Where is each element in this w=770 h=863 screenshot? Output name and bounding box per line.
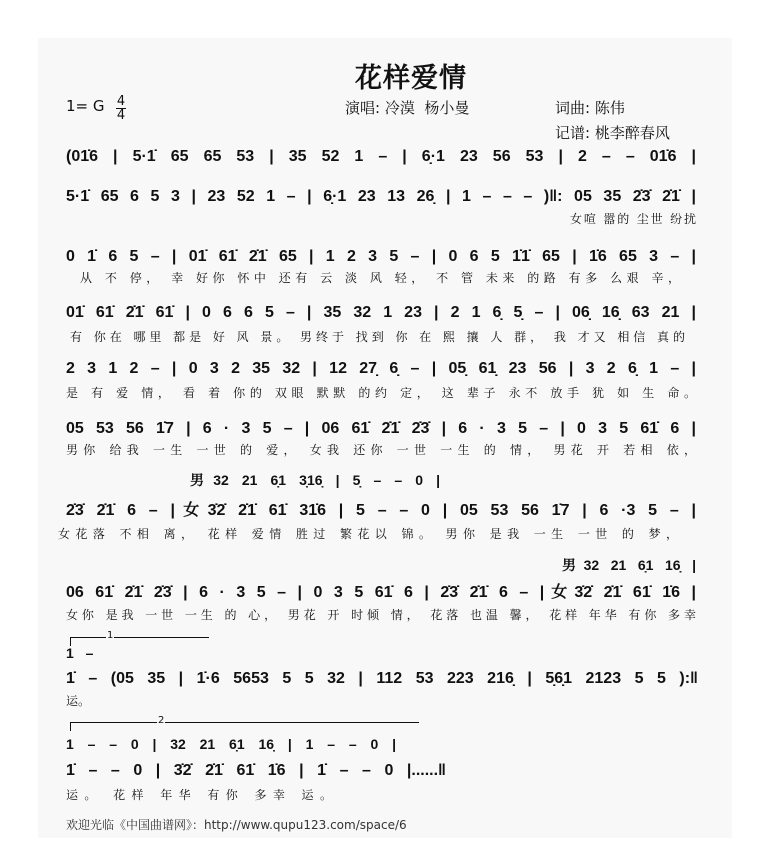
lyrics-row-8: 女你 是我 一世 一生 的 心， 男花 开 时倾 情， 花落 也温 馨， 花样 年华 有你 多幸 <box>66 608 696 622</box>
score-row-8: 06 61̇ 2̇1̇ 2̇3̇ | 6 · 3 5 – | 0 3 5 61̇ 6 | 2̇3̇ 2̇1̇ 6 – |女3̇2̇ 2̇1̇ 61̇ 1̇6 | <box>66 584 696 601</box>
score-row-2: 5·1̇ 65 6 5 3 | 23 52 1 – | 6̣·1 23 13 26̣ | 1 – – – )‖: 05 35 2̇3̇ 2̇1̇ | <box>66 188 696 205</box>
ending-1-upper: 1 – <box>66 645 94 661</box>
lyrics-row-5: 是 有 爱 情， 看 着 你的 双眼 默默 的约 定， 这 辈子 永不 放手 犹 如 生 命。 <box>66 386 696 400</box>
score-row-3: 0 1̇ 6 5 – | 01̇ 61̇ 2̇1̇ 65 | 1 2 3 5 – | 0 6 5 1̇1̇ 65 | 1̇6 65 3 – | <box>66 248 696 265</box>
singers: 演唱: 冷漠 杨小曼 <box>345 99 470 117</box>
time-signature <box>116 95 126 122</box>
lyrics-row-2: 女喧 嚣的 尘世 纷扰 <box>570 212 696 226</box>
ending-2-bracket <box>70 722 419 731</box>
ending-1-lyrics: 运。 <box>66 694 91 708</box>
ending-2-label: 2 <box>158 715 165 726</box>
time-top: 4 <box>116 94 126 109</box>
time-bottom: 4 <box>116 108 126 123</box>
song-title: 花样爱情 <box>355 63 467 94</box>
score-row-1: (01̇6 | 5·1̇ 65 65 53 | 35 52 1 – | 6̣·1 23 56 53 | 2 – – 01̇6 | <box>66 148 696 165</box>
upper-voice-row-7: 男32 21 6̣1 3̣16̣ | 5̣ – – 0 | <box>190 472 440 488</box>
score-row-5: 2 3 1 2 – | 0 3 2 35 32 | 12 27̣ 6̣ – | 05̣ 61̣ 23 56 | 3 2 6̣ 1 – | <box>66 360 696 377</box>
ending-2-upper: 1 – – 0 | 32 21 6̣1 16̣ | 1 – – 0 | <box>66 736 396 752</box>
score-row-4: 01̇ 61̇ 2̇1̇ 61̇ | 0 6 6 5 – | 35 32 1 23 | 2 1 6̣ 5̣ – | 06̣ 16̣ 63 21 | <box>66 304 696 321</box>
ending-1-label: 1 <box>107 630 114 641</box>
lyrics-row-4: 有 你在 哪里 都是 好 风 景。 男终于 找到 你 在 熙 攘 人 群， 我 才又 相信 真的 <box>70 330 685 344</box>
score-row-6: 05 53 56 1̇7 | 6 · 3 5 – | 06 61̇ 2̇1̇ 2̇3̇ | 6 · 3 5 – | 0 3 5 61̇ 6 | <box>66 420 696 437</box>
lyricist-composer: 词曲: 陈伟 <box>555 99 625 117</box>
ending-1-notes: 1̇ – (05 35 | 1̇·6 5653 5 5 32 | 112 53 223 216̣ | 5̣6̣1 2123 5 5 ):‖ <box>66 670 698 687</box>
footer-link[interactable]: 欢迎光临《中国曲谱网》：http://www.qupu123.com/space/6 <box>66 818 407 832</box>
key-signature: 1= G <box>66 97 105 115</box>
transcriber: 记谱: 桃李醉春风 <box>555 124 670 142</box>
ending-2-lyrics: 运。 花样 年华 有你 多幸 运。 <box>66 788 332 802</box>
lyrics-row-7: 女花落 不相 离， 花样 爱情 胜过 繁花以 锦。 男你 是我 一生 一世 的 梦， <box>58 527 678 541</box>
score-row-7: 2̇3̇ 2̇1̇ 6 – |女3̇2̇ 2̇1̇ 61̇ 31̇6 | 5 – – 0 | 05 53 56 1̇7 | 6 ·3 5 – | <box>66 502 696 519</box>
ending-2-notes: 1̇ – – 0 | 3̇2̇ 2̇1̇ 61̇ 1̇6 | 1̇ – – 0 |......‖ <box>66 762 446 779</box>
upper-voice-row-8: 男32 21 6̣1 16̣ | <box>562 557 696 573</box>
lyrics-row-6: 男你 给我 一生 一世 的 爱， 女我 还你 一世 一生 的 情， 男花 开 若相 依， <box>66 443 696 457</box>
lyrics-row-3: 从 不 停， 幸 好你 怀中 还有 云 淡 风 轻， 不 管 未来 的路 有多 么艰 辛， <box>80 271 680 285</box>
